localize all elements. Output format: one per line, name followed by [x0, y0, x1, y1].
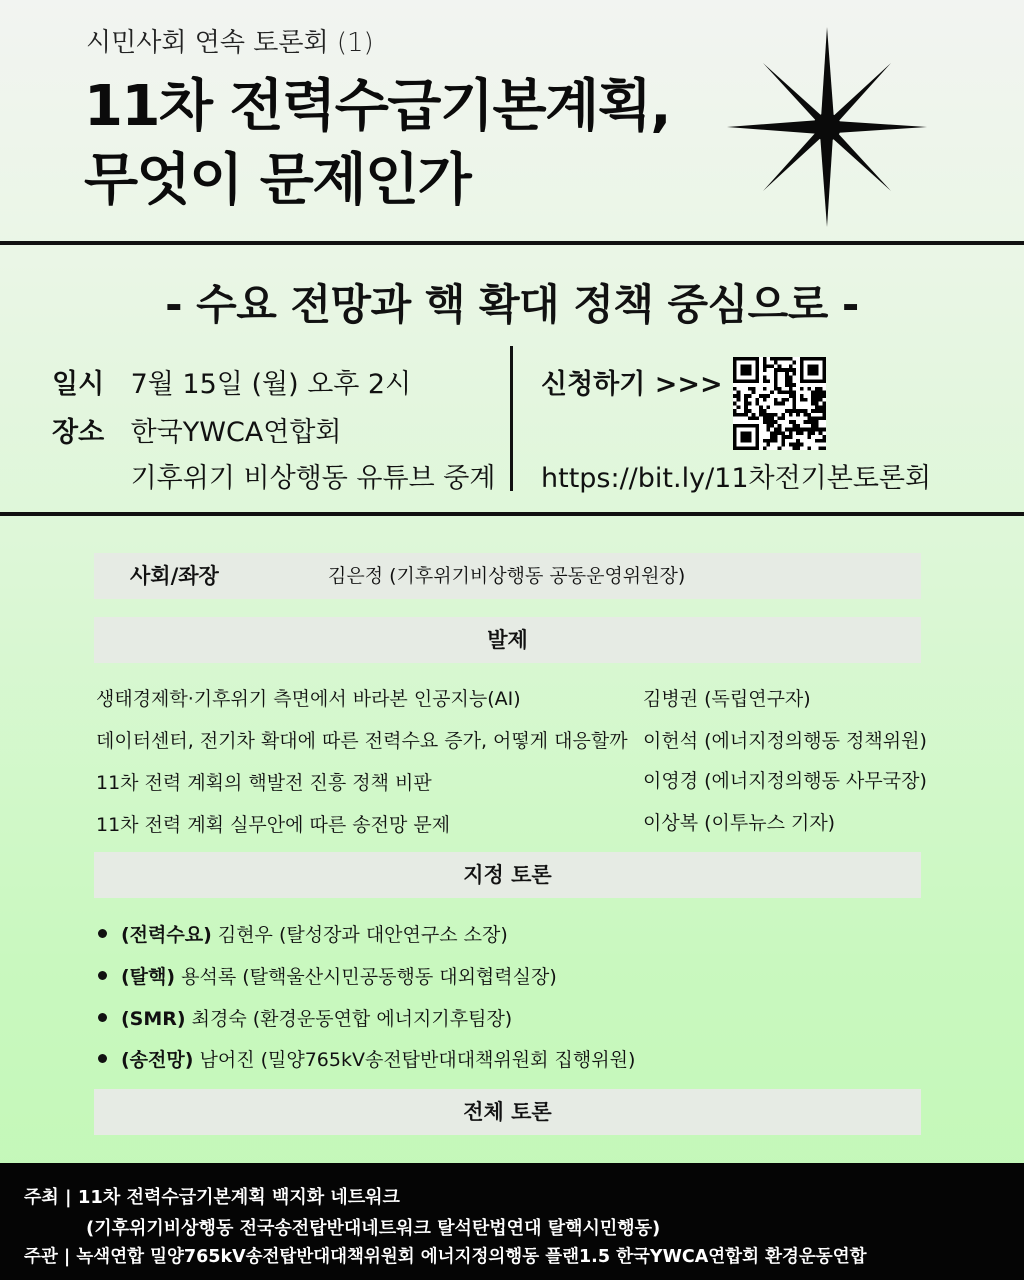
moderator-value: 김은정 (기후위기비상행동 공동운영위원장) [328, 565, 686, 587]
info-divider-bottom [0, 512, 1024, 516]
theme-subtitle: - 수요 전망과 핵 확대 정책 중심으로 - [165, 280, 859, 329]
discussant-name: 용석록 (탈핵울산시민공동행동 대외협력실장) [181, 966, 557, 988]
moderator-label: 사회/좌장 [130, 564, 219, 588]
presentation-topic: 11차 전력 계획의 핵발전 진흥 정책 비판 [96, 772, 432, 794]
discussant-tag: (탈핵) [121, 966, 176, 988]
discussant-name: 김현우 (탈성장과 대안연구소 소장) [217, 924, 508, 946]
bullet-icon [98, 929, 107, 938]
bullet-icon [98, 1013, 107, 1022]
presentation-topic: 11차 전력 계획 실무안에 따른 송전망 문제 [96, 814, 451, 836]
place-label: 장소 [52, 417, 105, 448]
host-line: 주최 | 11차 전력수급기본계획 백지화 네트워크 [24, 1187, 400, 1208]
discussant-tag: (전력수요) [121, 924, 212, 946]
qr-code-icon[interactable] [733, 357, 826, 450]
presentation-topic: 생태경제학·기후위기 측면에서 바라본 인공지능(AI) [96, 688, 521, 710]
discussant-name: 최경숙 (환경운동연합 에너지기후팀장) [191, 1008, 513, 1030]
organizer-line: 주관 | 녹색연합 밀양765kV송전탑반대대책위원회 에너지정의행동 플랜1.5 한국YWCA연합회 환경운동연합 [24, 1247, 867, 1267]
presentation-speaker: 이영경 (에너지정의행동 사무국장) [643, 770, 927, 792]
discussant-item [98, 962, 557, 989]
footer [0, 1163, 1024, 1280]
stream-row [52, 456, 495, 495]
presentation-speaker: 김병권 (독립연구자) [643, 688, 811, 710]
presentations-heading: 발제 [94, 617, 921, 663]
discussant-tag: (송전망) [121, 1049, 194, 1071]
host-members: (기후위기비상행동 전국송전탑반대네트워크 탈석탄법연대 탈핵시민행동) [86, 1218, 661, 1239]
header-divider [0, 241, 1024, 245]
event-series-subtitle: 시민사회 연속 토론회 (1) [86, 28, 374, 58]
bullet-icon [98, 1054, 107, 1063]
place-row [52, 410, 342, 449]
bullet-icon [98, 971, 107, 980]
place-value: 한국YWCA연합회 [130, 417, 342, 448]
sparkle-star-icon [722, 22, 932, 232]
title-line-2: 무엇이 문제인가 [84, 148, 471, 213]
presentation-speaker: 이상복 (이투뉴스 기자) [643, 812, 836, 834]
date-value: 7월 15일 (월) 오후 2시 [130, 369, 412, 400]
page-title [84, 70, 670, 218]
date-row [52, 362, 411, 401]
apply-label: 신청하기 >>> [541, 369, 723, 400]
presentation-topic: 데이터센터, 전기차 확대에 따른 전력수요 증가, 어떻게 대응할까 [96, 730, 628, 752]
info-divider [510, 346, 513, 491]
discussant-tag: (SMR) [121, 1008, 186, 1030]
general-discussion-heading: 전체 토론 [94, 1089, 921, 1135]
registration-link[interactable]: https://bit.ly/11차전기본토론회 [541, 463, 932, 494]
date-label: 일시 [52, 369, 105, 400]
discussant-name: 남어진 (밀양765kV송전탑반대대책위원회 집행위원) [199, 1049, 636, 1071]
presentation-speaker: 이헌석 (에너지정의행동 정책위원) [643, 730, 927, 752]
discussant-item [98, 920, 508, 947]
title-line-1: 11차 전력수급기본계획, [84, 74, 671, 139]
discussion-heading: 지정 토론 [94, 852, 921, 898]
discussant-item [98, 1045, 635, 1072]
discussant-item [98, 1004, 512, 1031]
stream-value: 기후위기 비상행동 유튜브 중계 [130, 463, 496, 494]
